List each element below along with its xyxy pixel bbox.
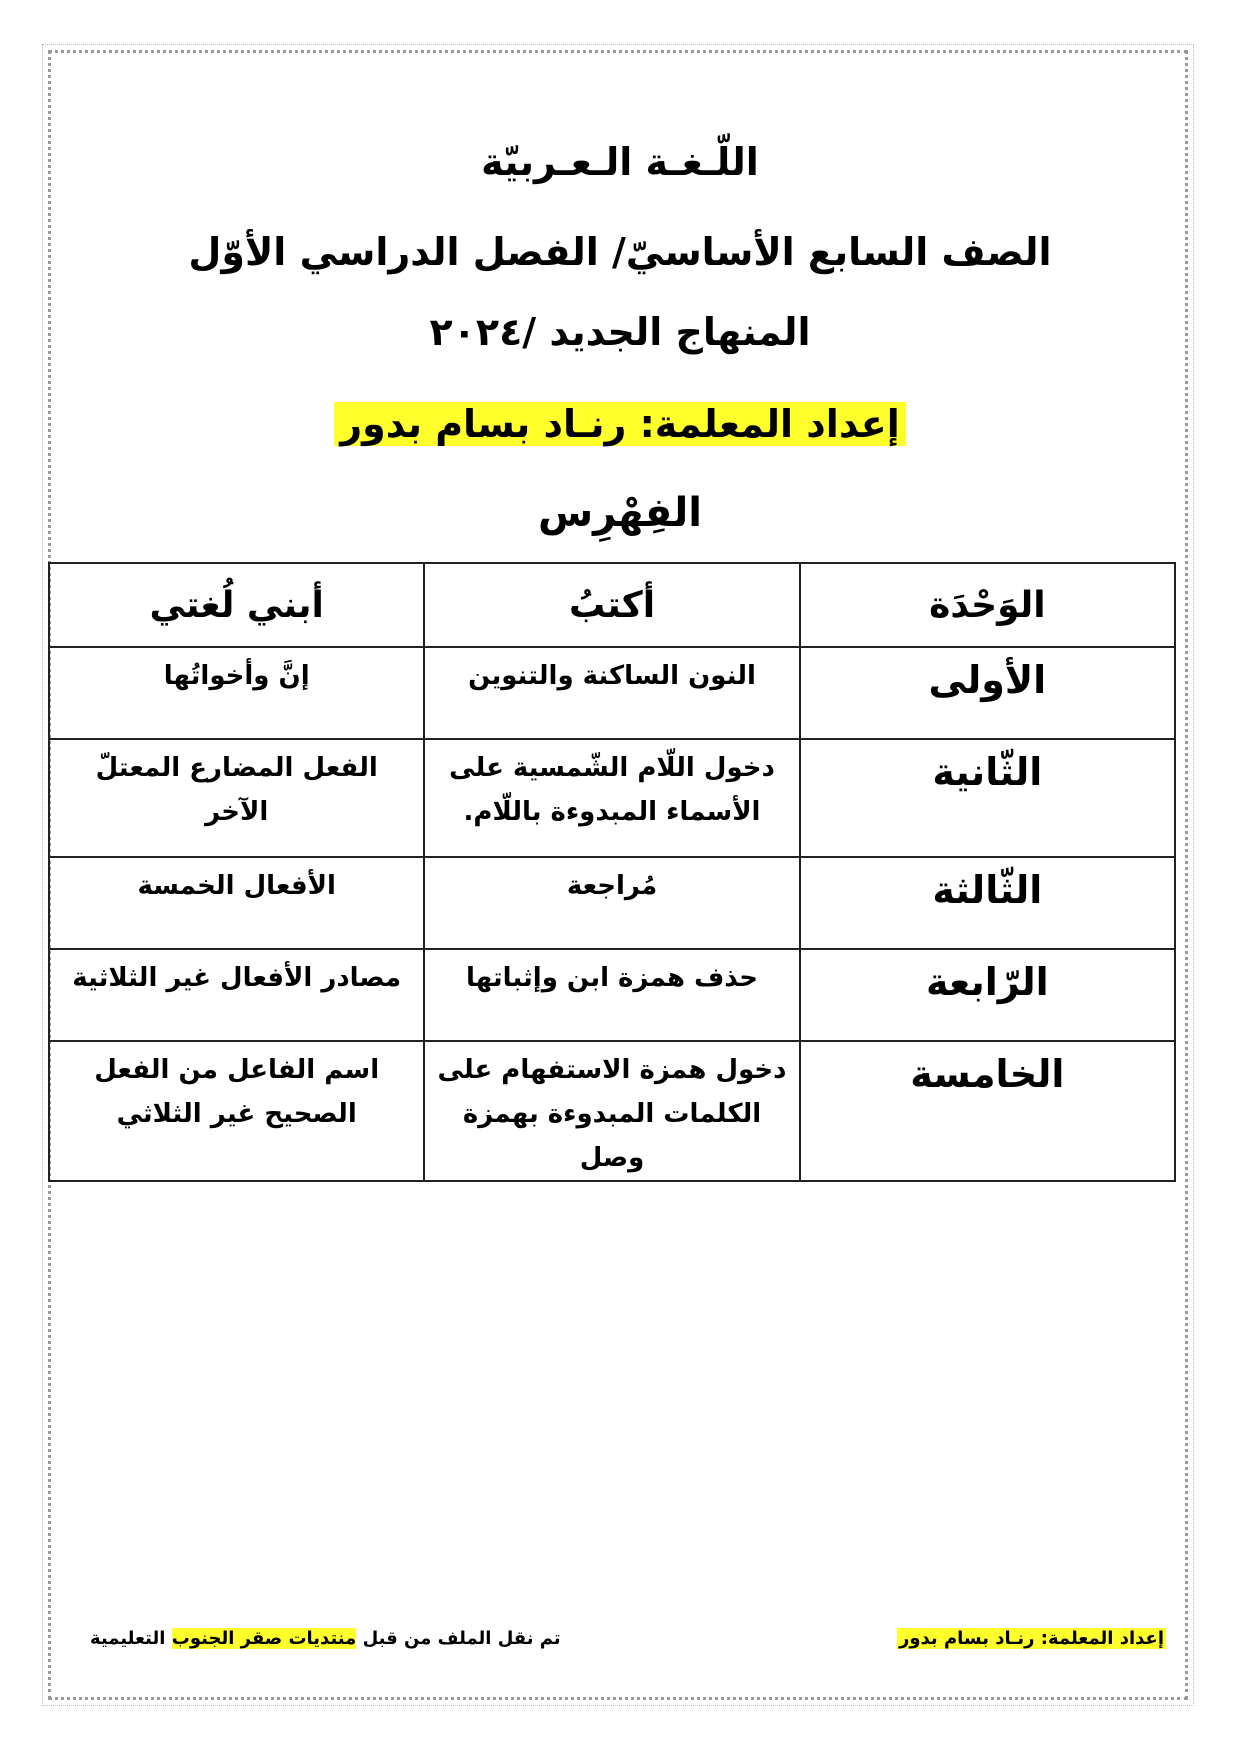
- table-row: [49, 949, 1175, 1041]
- table-row: [49, 857, 1175, 949]
- table-row: [49, 1041, 1175, 1181]
- language-cell: إنَّ وأخواتُها: [49, 647, 424, 739]
- language-cell: الفعل المضارع المعتلّ الآخر: [49, 739, 424, 857]
- index-title: الفِهْرِس: [537, 490, 702, 536]
- unit-cell: الرّابعة: [800, 949, 1175, 1041]
- unit-cell: الثّانية: [800, 739, 1175, 857]
- grade-term-title: الصف السابع الأساسيّ/ الفصل الدراسي الأوّل: [188, 230, 1052, 274]
- teacher-line: [0, 402, 1240, 446]
- language-cell: الأفعال الخمسة: [49, 857, 424, 949]
- footer-teacher: إعداد المعلمة: رنـاد بسام بدور: [898, 1628, 1164, 1649]
- unit-cell: الثّالثة: [800, 857, 1175, 949]
- footer-transfer-suffix: التعليمية: [90, 1628, 166, 1649]
- language-cell: اسم الفاعل من الفعل الصحيح غير الثلاثي: [49, 1041, 424, 1181]
- index-table: [48, 562, 1176, 1182]
- footer-transfer-prefix: تم نقل الملف من قبل: [362, 1628, 561, 1649]
- footer-transfer-note: [90, 1628, 561, 1649]
- col-header-write: أكتبُ: [424, 563, 799, 647]
- footer-transfer-source: منتديات صقر الجنوب: [171, 1628, 357, 1649]
- write-cell: مُراجعة: [424, 857, 799, 949]
- table-header-row: [49, 563, 1175, 647]
- language-cell: مصادر الأفعال غير الثلاثية: [49, 949, 424, 1041]
- teacher-highlight: إعداد المعلمة: رنـاد بسام بدور: [334, 402, 906, 446]
- unit-cell: الخامسة: [800, 1041, 1175, 1181]
- unit-cell: الأولى: [800, 647, 1175, 739]
- write-cell: دخول اللّام الشّمسية على الأسماء المبدوءة باللّام.: [424, 739, 799, 857]
- table-row: [49, 739, 1175, 857]
- write-cell: النون الساكنة والتنوين: [424, 647, 799, 739]
- table-row: [49, 647, 1175, 739]
- subject-title: اللّـغـة الـعـربيّة: [481, 140, 759, 184]
- col-header-unit: الوَحْدَة: [800, 563, 1175, 647]
- write-cell: حذف همزة ابن وإثباتها: [424, 949, 799, 1041]
- write-cell: دخول همزة الاستفهام على الكلمات المبدوءة بهمزة وصل: [424, 1041, 799, 1181]
- curriculum-title: المنهاج الجديد /٢٠٢٤: [429, 310, 811, 354]
- col-header-language: أبني لُغتي: [49, 563, 424, 647]
